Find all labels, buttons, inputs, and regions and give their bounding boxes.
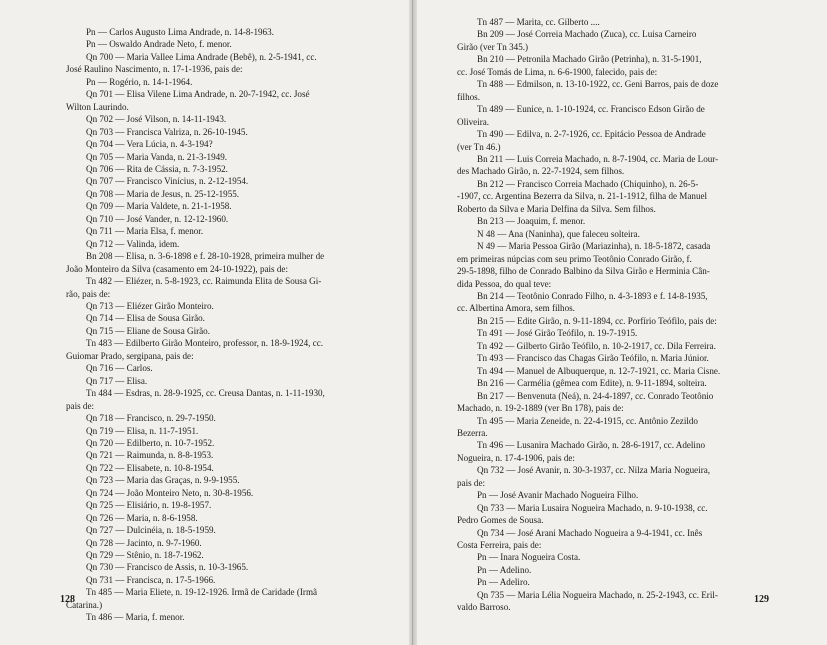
text-line: Qn 720 — Edilberto, n. 10-7-1952. — [86, 437, 215, 448]
text-line: Qn 723 — Maria das Graças, n. 9-9-1955. — [86, 475, 240, 486]
text-line: Qn 730 — Francisco de Assis, n. 10-3-1965. — [86, 562, 249, 573]
text-line: Pn — Inara Nogueira Costa. — [477, 552, 581, 563]
text-line: Bn 217 — Benvenuta (Neá), n. 24-4-1897, cc. Conrado Teotônio — [477, 390, 714, 401]
text-line: em primeiras núpcias com seu primo Teotônio Conrado Girão, f. — [457, 253, 692, 264]
text-line: Qn 712 — Valinda, idem. — [86, 238, 180, 249]
text-line: Guiomar Prado, sergipana, pais de: — [66, 350, 194, 361]
text-line: Wilton Laurindo. — [66, 101, 129, 112]
text-line: Tn 488 — Edmilson, n. 13-10-1922, cc. Geni Barros, pais de doze — [477, 79, 719, 90]
left-page — [0, 0, 413, 645]
text-line: cc. Albertina Amora, sem filhos. — [457, 303, 575, 314]
text-line: Tn 489 — Eunice, n. 1-10-1924, cc. Francisco Edson Girão de — [477, 104, 705, 115]
text-line: Girão (ver Tn 345.) — [457, 41, 529, 52]
text-line: Qn 704 — Vera Lúcia, n. 4-3-194? — [86, 139, 213, 150]
text-line: José Raulino Nascimento, n. 17-1-1936, pais de: — [66, 64, 243, 75]
text-line: Tn 491 — José Girão Teófilo, n. 19-7-1915. — [477, 328, 638, 339]
text-line: -1907, cc. Argentina Bezerra da Silva, n. 21-1-1912, filha de Manuel — [457, 191, 708, 202]
text-line: Tn 484 — Esdras, n. 28-9-1925, cc. Creusa Dantas, n. 1-11-1930, — [86, 388, 325, 399]
page-number-left: 128 — [60, 594, 75, 605]
text-line: Tn 490 — Edilva, n. 2-7-1926, cc. Epitácio Pessoa de Andrade — [477, 129, 706, 140]
text-line: Bn 210 — Petronila Machado Girão (Petrinha), n. 31-5-1901, — [477, 54, 702, 65]
text-line: Costa Ferreira, pais de: — [457, 540, 542, 551]
text-line: Qn 718 — Francisco, n. 29-7-1950. — [86, 413, 216, 424]
text-line: Qn 701 — Elisa Vilene Lima Andrade, n. 20-7-1942, cc. José — [86, 89, 310, 100]
text-line: Pn — José Avanir Machado Nogueira Filho. — [477, 490, 639, 501]
text-line: Bn 214 — Teotônio Conrado Filho, n. 4-3-1893 e f. 14-8-1935, — [477, 290, 708, 301]
text-line: Tn 483 — Edilberto Girão Monteiro, professor, n. 18-9-1924, cc. — [86, 338, 324, 349]
text-line: Qn 733 — Maria Lusaira Nogueira Machado, n. 9-10-1938, cc. — [477, 502, 708, 513]
text-line: Qn 729 — Stênio, n. 18-7-1962. — [86, 550, 204, 561]
text-line: Qn 707 — Francisco Vinícius, n. 2-12-1954. — [86, 176, 249, 187]
text-line: Qn 711 — Maria Elsa, f. menor. — [86, 226, 204, 237]
text-line: pais de: — [457, 477, 486, 488]
text-line: Machado, n. 19-2-1889 (ver Bn 178), pais de: — [457, 403, 624, 414]
text-line: Nogueira, n. 17-4-1906, pais de: — [457, 452, 575, 463]
text-line: Pedro Gomes de Sousa. — [457, 515, 544, 526]
text-line: N 49 — Maria Pessoa Girão (Mariazinha), n. 18-5-1872, casada — [477, 241, 711, 252]
text-line: Bn 216 — Carmélia (gêmea com Edite), n. 9-11-1894, solteira. — [477, 378, 707, 389]
text-line: Bn 209 — José Correia Machado (Zuca), cc. Luisa Carneiro — [477, 29, 697, 40]
text-line: Qn 702 — José Vilson, n. 14-11-1943. — [86, 114, 227, 125]
text-line: Tn 494 — Manuel de Albuquerque, n. 12-7-1921, cc. Maria Cisne. — [477, 365, 721, 376]
text-line: Qn 722 — Elisabete, n. 10-8-1954. — [86, 462, 214, 473]
text-line: Catarina.) — [66, 599, 103, 610]
text-line: Pn — Adeliro. — [477, 577, 530, 588]
text-line: Qn 725 — Elisiário, n. 19-8-1957. — [86, 500, 212, 511]
text-line: Tn 496 — Lusanira Machado Girão, n. 28-6-1917, cc. Adelino — [477, 440, 706, 451]
text-line: Qn 726 — Maria, n. 8-6-1958. — [86, 512, 198, 523]
text-line: Qn 713 — Eliézer Girão Monteiro. — [86, 300, 214, 311]
text-line: cc. José Tomás de Lima, n. 6-6-1900, falecido, pais de: — [457, 66, 658, 77]
text-line: pais de: — [66, 400, 95, 411]
text-line: Qn 706 — Rita de Cássia, n. 7-3-1952. — [86, 163, 228, 174]
text-line: des Machado Girão, n. 22-7-1924, sem filhos. — [457, 166, 625, 177]
text-line: Oliveira. — [457, 116, 490, 127]
text-line: Bn 215 — Edite Girão, n. 9-11-1894, cc. Porfírio Teófilo, pais de: — [477, 315, 717, 326]
text-line: Qn 731 — Francisca, n. 17-5-1966. — [86, 574, 216, 585]
text-line: Bn 213 — Joaquim, f. menor. — [477, 216, 586, 227]
text-line: Pn — Oswaldo Andrade Neto, f. menor. — [86, 39, 232, 50]
text-line: Pn — Carlos Augusto Lima Andrade, n. 14-8-1963. — [86, 27, 274, 37]
text-line: Qn 717 — Elisa. — [86, 375, 148, 386]
text-line: valdo Barroso. — [457, 602, 511, 613]
text-line: Qn 724 — João Monteiro Neto, n. 30-8-1956. — [86, 487, 254, 498]
text-line: Bn 211 — Luis Correia Machado, n. 8-7-1904, cc. Maria de Lour- — [477, 153, 719, 164]
text-line: Qn 710 — José Vander, n. 12-12-1960. — [86, 213, 229, 224]
page-number-right: 129 — [754, 594, 769, 605]
text-line: Qn 703 — Francisca Valriza, n. 26-10-1945. — [86, 126, 248, 137]
text-line: N 48 — Ana (Naninha), que faleceu solteira. — [477, 228, 640, 239]
left-page-text — [66, 26, 386, 624]
text-line: Qn 728 — Jacinto, n. 9-7-1960. — [86, 537, 202, 548]
text-line: Bn 212 — Francisco Correia Machado (Chiquinho), n. 26-5- — [477, 178, 699, 189]
text-line: rão, pais de: — [66, 288, 111, 299]
text-line: Qn 719 — Elisa, n. 11-7-1951. — [86, 425, 199, 436]
text-line: Qn 716 — Carlos. — [86, 363, 153, 374]
text-line: Qn 705 — Maria Vanda, n. 21-3-1949. — [86, 151, 228, 162]
text-line: Roberto da Silva e Maria Delfina da Silva. Sem filhos. — [457, 203, 656, 214]
text-line: Qn 732 — José Avanir, n. 30-3-1937, cc. Nilza Maria Nogueira, — [477, 465, 711, 476]
text-line: Pn — Rogério, n. 14-1-1964. — [86, 76, 193, 87]
text-line: Qn 721 — Raimunda, n. 8-8-1953. — [86, 450, 214, 461]
text-line: (ver Tn 46.) — [457, 141, 501, 152]
right-page-text — [457, 16, 779, 614]
text-line: Qn 727 — Dulcinéia, n. 18-5-1959. — [86, 525, 216, 536]
text-line: Bn 208 — Elisa, n. 3-6-1898 e f. 28-10-1928, primeira mulher de — [86, 251, 325, 262]
text-line: Qn 708 — Maria de Jesus, n. 25-12-1955. — [86, 188, 240, 199]
right-page — [413, 0, 827, 645]
text-line: Tn 482 — Eliézer, n. 5-8-1923, cc. Raimunda Elita de Sousa Gi- — [86, 276, 322, 287]
text-line: dida Pessoa, do qual teve: — [457, 278, 552, 289]
text-line: Qn 715 — Eliane de Sousa Girão. — [86, 325, 211, 336]
text-line: Tn 492 — Gilberto Girão Teófilo, n. 10-2-1917, cc. Dila Ferreira. — [477, 340, 716, 351]
text-line: Tn 495 — Maria Zeneide, n. 22-4-1915, cc. Antônio Zezildo — [477, 415, 698, 426]
text-line: Tn 493 — Francisco das Chagas Girão Teófilo, n. Maria Júnior. — [477, 353, 709, 364]
text-line: Qn 734 — José Arani Machado Nogueira a 9-4-1941, cc. Inês — [477, 527, 703, 538]
text-line: Qn 700 — Maria Vallee Lima Andrade (Bebê), n. 2-5-1941, cc. — [86, 51, 317, 62]
text-line: Qn 735 — Maria Lélia Nogueira Machado, n. 25-2-1943, cc. Eril- — [477, 589, 718, 600]
text-line: Pn — Adelino. — [477, 564, 532, 575]
book-gutter — [409, 0, 417, 645]
text-line: Qn 709 — Maria Valdete, n. 21-1-1958. — [86, 201, 232, 212]
text-line: Tn 487 — Marita, cc. Gilberto .... — [477, 17, 600, 27]
text-line: Qn 714 — Elisa de Sousa Girão. — [86, 313, 205, 324]
text-line: João Monteiro da Silva (casamento em 24-10-1922), pais de: — [66, 263, 288, 274]
text-line: 29-5-1898, filho de Conrado Balbino da Silva Girão e Herminia Cân- — [457, 266, 710, 277]
text-line: filhos. — [457, 91, 480, 102]
text-line: Bezerra. — [457, 427, 488, 438]
text-line: Tn 485 — Maria Eliete, n. 19-12-1926. Irmã de Caridade (Irmã — [86, 587, 318, 598]
text-line: Tn 486 — Maria, f. menor. — [86, 612, 185, 623]
